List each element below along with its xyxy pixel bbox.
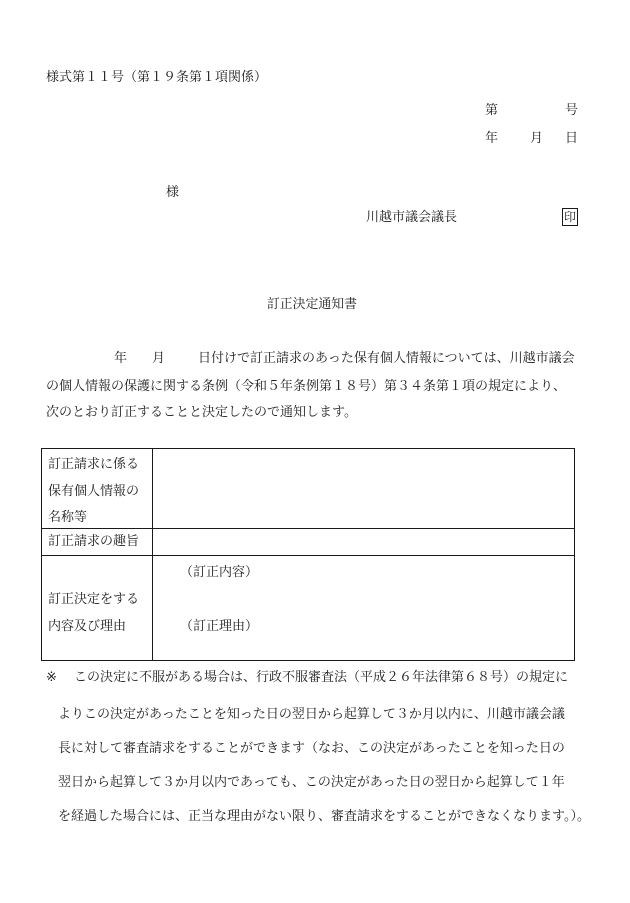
body-line-1-text: 日付けで訂正請求のあった保有個人情報については、川越市議会 (198, 351, 575, 366)
row3-label-line-2: 内容及び理由 (48, 619, 127, 634)
note-mark: ※ (46, 670, 57, 685)
body-month: 月 (152, 351, 166, 366)
addressee-honorific: 様 (166, 185, 180, 200)
date-day: 日 (564, 131, 578, 146)
correction-table (41, 448, 575, 661)
body-line-2: の個人情報の保護に関する条例（令和５年条例第１８号）第３４条第１項の規定により、 (46, 379, 567, 394)
correction-reason-label: （訂正理由） (180, 619, 259, 634)
doc-number-suffix: 号 (564, 103, 578, 118)
date-year: 年 (485, 131, 499, 146)
note-line-3: 長に対して審査請求をすることができます（なお、この決定があったことを知った日の (58, 741, 565, 756)
table-row-divider-2 (42, 555, 574, 556)
note-line-5: を経過した場合には、正当な理由がない限り、審査請求をすることができなくなります。）。 (58, 809, 590, 824)
row1-label-line-1: 訂正請求に係る (48, 457, 140, 472)
row1-label-line-2: 保有個人情報の (48, 484, 140, 499)
seal-mark: 印 (563, 210, 576, 224)
body-line-3: 次のとおり訂正することと決定したので通知します。 (46, 405, 357, 420)
doc-number-prefix: 第 (485, 103, 499, 118)
note-line-1: この決定に不服がある場合は、行政不服審査法（平成２６年法律第６８号）の規定に (74, 670, 569, 685)
document-title: 訂正決定通知書 (266, 297, 358, 312)
sender-name: 川越市議会議長 (366, 210, 458, 225)
table-row-divider-1 (42, 528, 574, 529)
form-number: 様式第１１号（第１９条第１項関係） (46, 70, 268, 85)
note-line-2: よりこの決定があったことを知った日の翌日から起算して３か月以内に、川越市議会議 (58, 707, 565, 722)
correction-content-label: （訂正内容） (180, 565, 259, 580)
row2-label: 訂正請求の趣旨 (48, 534, 140, 549)
date-month: 月 (530, 131, 544, 146)
row3-label-line-1: 訂正決定をする (48, 592, 140, 607)
note-line-4: 翌日から起算して３か月以内であっても、この決定があった日の翌日から起算して１年 (58, 775, 565, 790)
row1-label-line-3: 名称等 (48, 510, 88, 525)
body-year: 年 (114, 351, 128, 366)
